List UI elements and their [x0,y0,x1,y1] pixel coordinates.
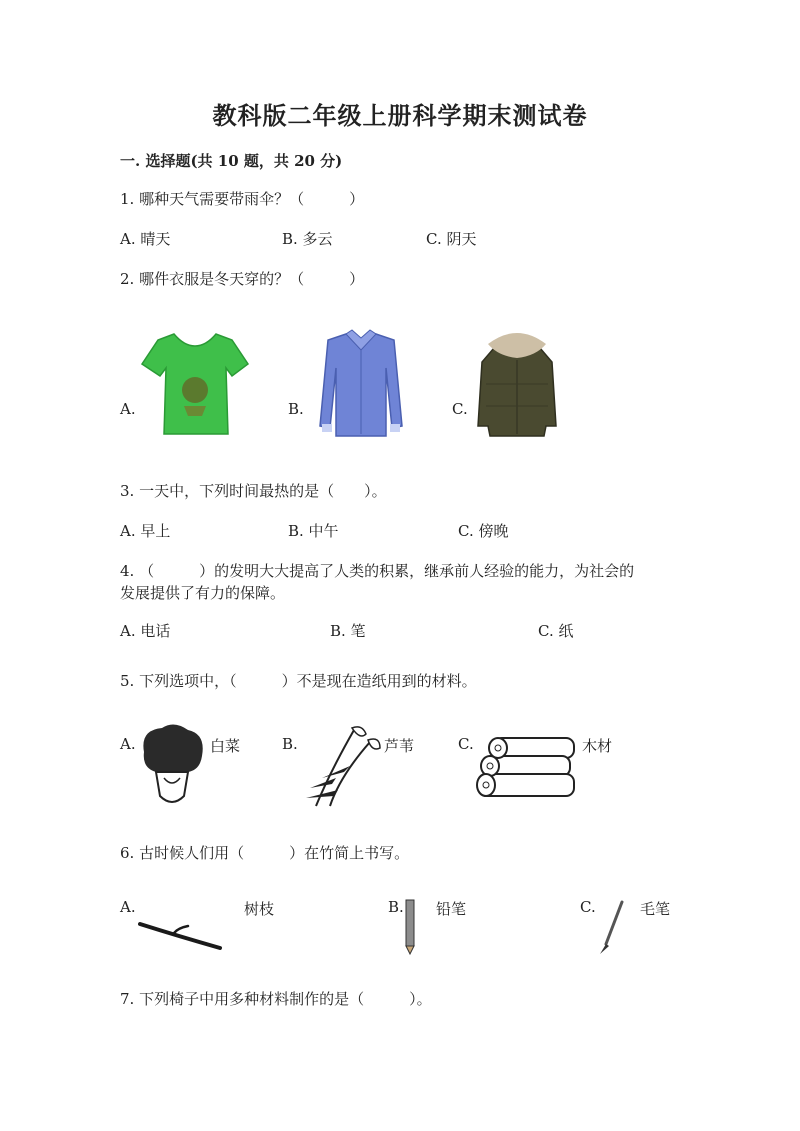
pencil-image [404,898,416,956]
q5-label-a: 白菜 [210,737,241,755]
q4-option-a: A. 电话 [120,622,171,640]
q1-option-c: C. 阴天 [426,230,477,248]
question-3: 3. 一天中，下列时间最热的是（ ）。 [120,482,387,500]
q5-option-b: B. [282,735,298,753]
question-4-line-1: 4. （ ）的发明大大提高了人类的积累，继承前人经验的能力，为社会的 [120,562,635,580]
page-title: 教科版二年级上册科学期末测试卷 [212,101,588,130]
question-7: 7. 下列椅子中用多种材料制作的是（ ）。 [120,990,432,1008]
brush-pen-image [598,898,626,956]
q4-option-c: C. 纸 [538,622,574,640]
q6-label-a: 树枝 [244,900,275,918]
question-2: 2. 哪件衣服是冬天穿的？（ ） [120,270,365,288]
question-4-line-2: 发展提供了有力的保障。 [120,584,286,602]
q4-option-b: B. 笔 [330,622,366,640]
q1-option-a: A. 晴天 [120,230,171,248]
q3-option-c: C. 傍晚 [458,522,509,540]
q6-label-c: 毛笔 [640,900,671,918]
question-5: 5. 下列选项中，（ ）不是现在造纸用到的材料。 [120,672,477,690]
q5-option-a: A. [120,735,136,753]
q6-option-b: B. [388,898,404,916]
q3-option-b: B. 中午 [288,522,339,540]
reed-image [296,722,382,810]
tshirt-image [140,330,250,438]
q5-label-b: 芦苇 [384,737,415,755]
q6-option-c: C. [580,898,596,916]
question-6: 6. 古时候人们用（ ）在竹简上书写。 [120,844,410,862]
q3-option-a: A. 早上 [120,522,171,540]
q5-label-c: 木材 [582,737,613,755]
q5-option-c: C. [458,735,474,753]
q2-option-c: C. [452,400,468,418]
q2-option-b: B. [288,400,304,418]
cabbage-image [134,722,210,808]
q6-label-b: 铅笔 [436,900,467,918]
q2-option-a: A. [120,400,136,418]
question-1: 1. 哪种天气需要带雨伞？（ ） [120,190,365,208]
shirt-image [316,328,406,440]
q1-option-b: B. 多云 [282,230,333,248]
q6-option-a: A. [120,898,136,916]
coat-image [476,328,558,438]
wood-logs-image [476,734,580,802]
twig-image [138,916,224,954]
section-heading: 一. 选择题(共 10 题，共 20 分) [120,152,343,170]
